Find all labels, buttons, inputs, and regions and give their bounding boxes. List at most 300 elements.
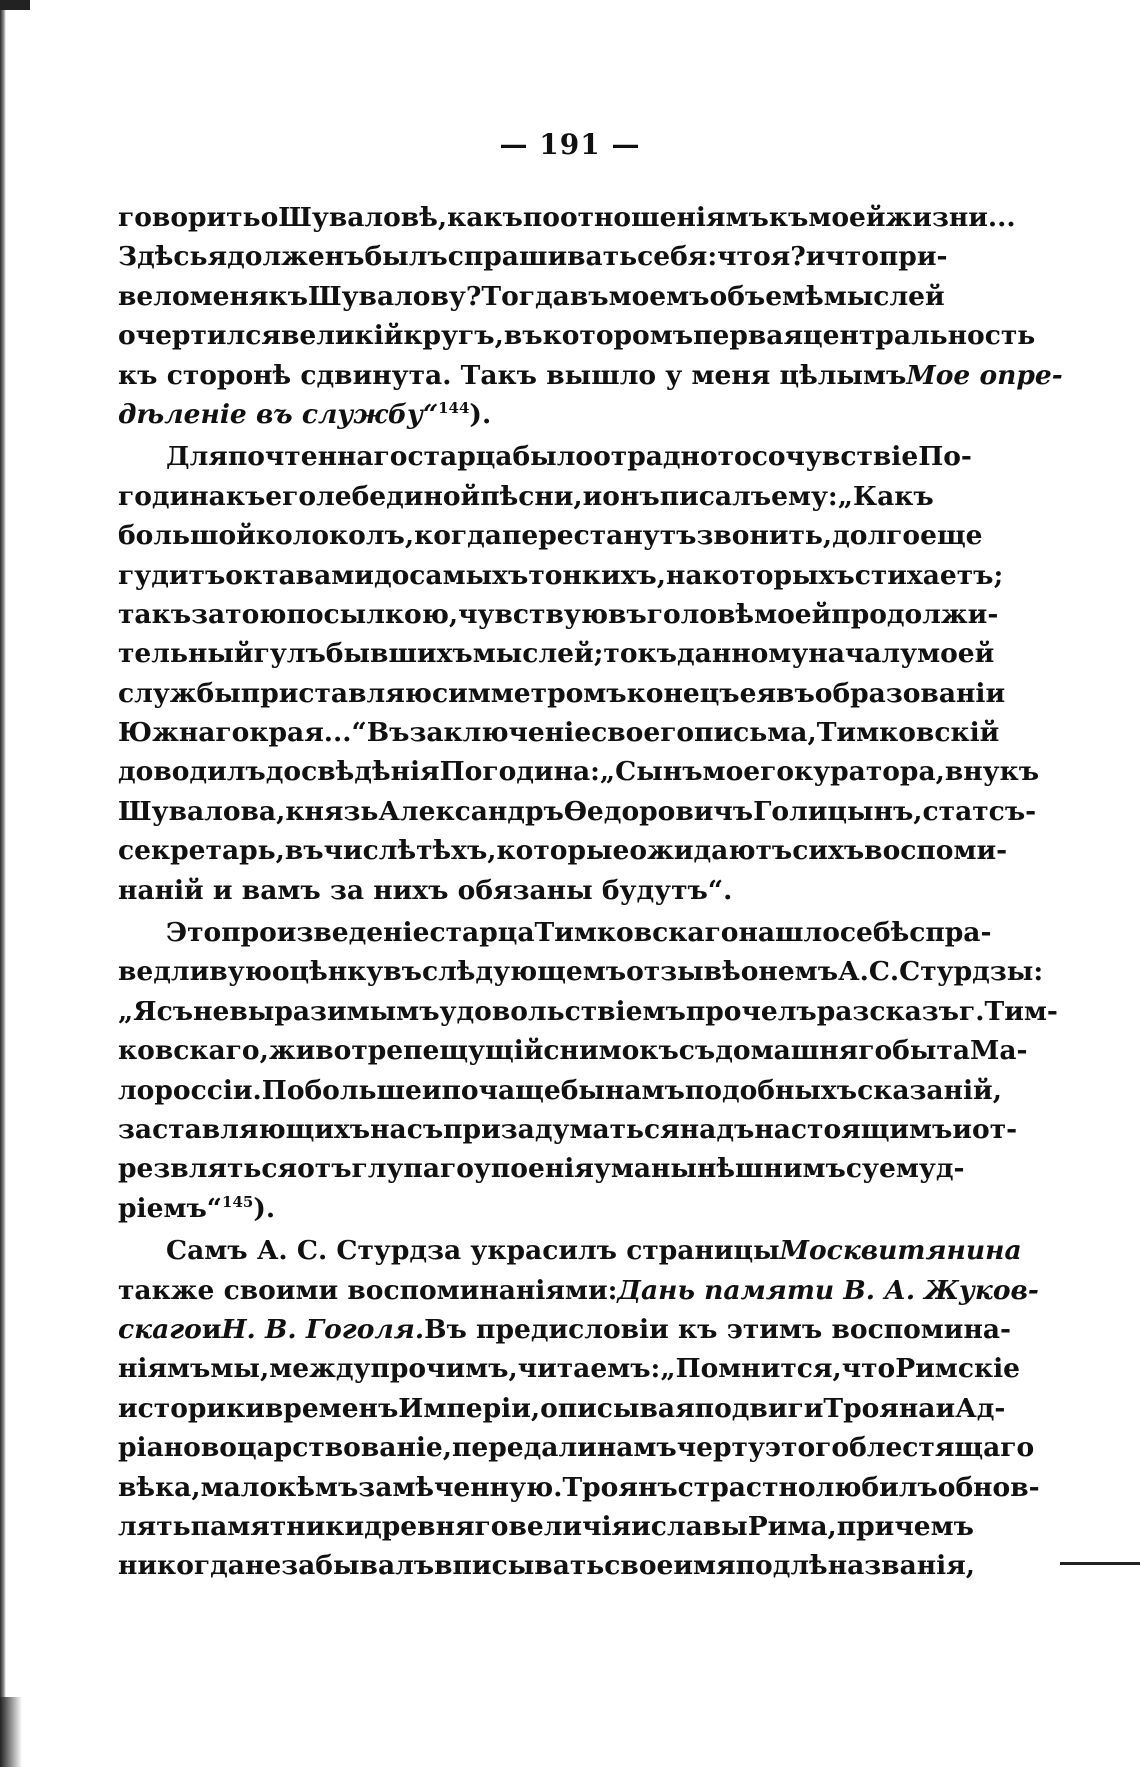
word: о — [740, 956, 759, 988]
word: при — [836, 1510, 895, 1542]
word: великій — [280, 320, 404, 352]
word: секретарь, — [118, 835, 285, 867]
word: статсъ- — [922, 795, 1037, 827]
word: удовольствіемъ — [439, 995, 686, 1027]
word: гудитъ — [118, 559, 226, 591]
word: Трояна — [823, 1392, 936, 1424]
scan-mark-right — [1060, 1562, 1140, 1565]
word: обнов- — [937, 1471, 1040, 1503]
word: лороссіи. — [118, 1074, 262, 1106]
word: заключеніе — [409, 717, 592, 749]
word: конецъ — [626, 677, 740, 709]
word: то — [603, 638, 638, 670]
word: приставляю — [240, 677, 432, 709]
word: и — [582, 480, 603, 512]
word: резвляться — [118, 1153, 298, 1185]
word: числѣ — [323, 835, 417, 867]
italic-phrase: Мое опре- — [906, 359, 1063, 391]
word: моей — [754, 598, 832, 630]
word: къ — [637, 638, 677, 670]
italic-phrase: Дань памяти В. А. Жуков- — [617, 1274, 1039, 1306]
word: отрадно — [593, 441, 718, 473]
word: Стурдзы: — [899, 956, 1044, 988]
word: А. — [838, 956, 869, 988]
word: призадуматься — [443, 1113, 680, 1145]
word: чемъ — [894, 1510, 974, 1542]
italic-phrase: скаго — [118, 1313, 202, 1345]
word: временъ — [264, 1392, 399, 1424]
line-text — [118, 674, 1006, 713]
word: въ — [284, 835, 324, 867]
word: „Я — [118, 995, 157, 1027]
text-line — [118, 913, 992, 952]
text-line — [118, 1349, 1021, 1388]
word: объемѣ — [709, 280, 824, 312]
line-text — [118, 1071, 1002, 1110]
word: бы — [560, 1074, 605, 1106]
word: Шувалову? — [307, 280, 482, 312]
word: при- — [878, 241, 948, 273]
text-line — [118, 437, 972, 476]
word: себѣ — [839, 917, 910, 949]
word: Ад- — [955, 1392, 1006, 1424]
word: Погодина: — [439, 756, 600, 788]
word: и — [421, 1074, 442, 1106]
word: Для — [166, 441, 228, 473]
line-text — [118, 792, 1037, 831]
word: тельный — [118, 638, 254, 670]
text-line — [118, 277, 945, 316]
word: которые — [496, 835, 630, 867]
word: о — [260, 202, 279, 233]
text-line — [118, 477, 932, 516]
word: такъ — [118, 598, 192, 630]
word: службы — [118, 677, 241, 709]
word: невыразимымъ — [193, 995, 440, 1027]
word: головѣ — [646, 598, 755, 630]
word: намъ — [596, 1432, 677, 1464]
text-line — [118, 1031, 1028, 1070]
text-line — [118, 1149, 965, 1188]
word: стихаетъ; — [854, 559, 1004, 591]
word: чувствую — [458, 598, 608, 630]
text-line — [118, 1468, 1040, 1507]
word: Александръ — [378, 795, 564, 827]
word: лебединой — [316, 480, 481, 512]
word: гулъ — [253, 638, 326, 670]
line-text — [118, 831, 1008, 870]
word: мыслей; — [472, 638, 604, 670]
line-text — [118, 1389, 1006, 1428]
word: замѣченную. — [358, 1471, 563, 1503]
word: блестящаго — [849, 1432, 1035, 1464]
line-text: наній и вамъ за нихъ обязаны будутъ“. — [118, 874, 733, 906]
word: бывшихъ — [325, 638, 473, 670]
word: когда — [414, 520, 502, 552]
word: спра- — [909, 917, 992, 949]
closing-punct: ). — [253, 1192, 276, 1224]
word: онъ — [602, 480, 660, 512]
text-line — [118, 1271, 1039, 1310]
word: къ — [768, 202, 809, 233]
word: большой — [118, 520, 256, 552]
word: подвиги — [694, 1392, 824, 1424]
line-text — [166, 913, 992, 952]
word: отношеніямъ — [559, 202, 769, 233]
word: посылкою, — [286, 598, 459, 630]
word: его — [265, 480, 317, 512]
page-number: — 191 — — [499, 128, 641, 161]
word: ковскаго, — [118, 1035, 269, 1067]
line-text — [118, 1468, 1040, 1507]
text-line — [118, 316, 1036, 355]
word: за — [191, 598, 226, 630]
word: письма, — [694, 717, 817, 749]
word: мало — [200, 1471, 278, 1503]
word: немъ — [758, 956, 839, 988]
word: вѣка, — [118, 1471, 201, 1503]
word: колоколъ, — [255, 520, 415, 552]
word: любилъ — [815, 1471, 938, 1503]
italic-phrase: Москвитянина — [779, 1235, 1022, 1267]
word: памятники — [190, 1510, 365, 1542]
word: надъ — [679, 1113, 755, 1145]
word: вписывать — [434, 1550, 605, 1582]
word: животрепещущій — [268, 1035, 544, 1067]
word: страстно — [677, 1471, 816, 1503]
word: кѣмъ — [277, 1471, 359, 1503]
line-text — [118, 952, 1044, 991]
word: величія — [508, 1510, 632, 1542]
word: тѣхъ, — [416, 835, 497, 867]
text-line — [118, 634, 995, 673]
word: доводилъ — [118, 756, 266, 788]
word: С. — [868, 956, 900, 988]
text-line — [118, 1428, 1035, 1467]
line-text — [118, 1507, 974, 1546]
word: Это — [166, 917, 222, 949]
word: читаемъ: — [517, 1353, 661, 1385]
text-line — [118, 1231, 1022, 1270]
word: Побольше — [261, 1074, 422, 1106]
word: я — [207, 241, 228, 273]
word: въ — [608, 598, 647, 630]
word: Въ — [366, 717, 410, 749]
text-line — [118, 198, 1016, 237]
word: внукъ — [944, 756, 1040, 788]
word: Здѣсь — [118, 241, 208, 273]
word: насъ — [370, 1113, 444, 1145]
text-line — [118, 356, 1063, 395]
word: произведеніе — [221, 917, 430, 949]
word: между — [269, 1353, 371, 1385]
line-text — [118, 516, 983, 555]
word: Голицынъ, — [753, 795, 923, 827]
text-line — [118, 992, 1058, 1031]
word: князь — [285, 795, 379, 827]
word: началу — [808, 638, 918, 670]
word: очертился — [118, 320, 281, 352]
text-line — [118, 713, 1000, 752]
word: По- — [918, 441, 972, 473]
word: до — [373, 559, 410, 591]
word: свѣдѣнія — [301, 756, 440, 788]
word: по — [522, 202, 560, 233]
line-text — [118, 713, 1000, 752]
word: съ — [678, 1035, 716, 1067]
word: до — [265, 756, 302, 788]
text-line — [118, 516, 983, 555]
word: от- — [972, 1113, 1018, 1145]
scan-corner-bottom — [0, 1697, 22, 1767]
text-line — [118, 595, 999, 634]
text-line — [118, 1110, 1018, 1149]
word: спрашивать — [447, 241, 638, 273]
word: „Сынъ — [599, 756, 703, 788]
word: г. — [959, 995, 985, 1027]
word: описывая — [540, 1392, 695, 1424]
line-text — [118, 237, 948, 276]
line-text — [118, 1149, 965, 1188]
text-line — [118, 395, 932, 434]
word: перестанутъ — [501, 520, 697, 552]
word: еще — [920, 520, 983, 552]
text-line — [118, 792, 1037, 831]
word: глупаго — [351, 1153, 474, 1185]
word: тонкихъ, — [528, 559, 666, 591]
word: я? — [770, 241, 806, 273]
word: ведливую — [118, 956, 272, 988]
word: Южнаго — [118, 717, 250, 749]
line-text: Въ предисловіи къ этимъ воспомина- — [424, 1313, 1012, 1345]
word: прочимъ, — [370, 1353, 518, 1385]
word: воспоми- — [864, 835, 1008, 867]
word: ея — [739, 677, 777, 709]
word: древняго — [364, 1510, 509, 1542]
word: этого — [764, 1432, 850, 1464]
word: Римскіе — [895, 1353, 1021, 1385]
word: ріаново — [118, 1432, 237, 1464]
text-line — [118, 952, 1044, 991]
word: лять — [118, 1510, 191, 1542]
footnote-ref: 144 — [438, 398, 470, 417]
word: на — [665, 559, 703, 591]
word: упоенія — [473, 1153, 594, 1185]
word: намъ — [604, 1074, 685, 1106]
word: слѣдующемъ — [421, 956, 627, 988]
word: моего — [702, 756, 795, 788]
word: имя — [673, 1550, 736, 1582]
word: образованіи — [814, 677, 1006, 709]
footnote-ref: 145 — [222, 1192, 254, 1211]
line-text: къ сторонѣ сдвинута. Такъ вышло у меня цѣлымъ — [118, 359, 907, 391]
word: Тим- — [984, 995, 1058, 1027]
word: заставляющихъ — [118, 1113, 371, 1145]
word: Шувалова, — [118, 795, 286, 827]
word: въ — [569, 280, 609, 312]
italic-phrase: дѣленіе въ службу“ — [118, 398, 439, 430]
word: не — [244, 1550, 282, 1582]
word: царствованіе, — [236, 1432, 452, 1464]
word: прочелъ — [685, 995, 817, 1027]
text-line — [118, 1310, 1012, 1349]
word: продолжи- — [831, 598, 999, 630]
word: историки — [118, 1392, 265, 1424]
word: моей — [808, 202, 886, 233]
line-text — [118, 992, 1058, 1031]
word: и — [952, 1113, 973, 1145]
word: самыхъ — [409, 559, 529, 591]
word: быта — [892, 1035, 970, 1067]
word: и — [805, 241, 826, 273]
word: настоящимъ — [754, 1113, 953, 1145]
word: отзывѣ — [626, 956, 741, 988]
word: названія, — [827, 1550, 976, 1582]
word: меня — [189, 280, 269, 312]
text-line — [118, 237, 948, 276]
word: края...“ — [249, 717, 367, 749]
word: Тимковскаго — [534, 917, 739, 949]
word: мы, — [210, 1353, 270, 1385]
word: что — [825, 241, 879, 273]
page-body — [118, 198, 1063, 1586]
scan-corner-top — [0, 0, 30, 10]
word: писалъ — [659, 480, 772, 512]
italic-phrase: Н. В. Гоголя. — [221, 1313, 425, 1345]
line-text — [118, 595, 999, 634]
word: пѣсни, — [480, 480, 583, 512]
word: долженъ — [227, 241, 365, 273]
word: что — [717, 241, 771, 273]
word: сочувствіе — [751, 441, 919, 473]
word: октавами — [225, 559, 374, 591]
word: суемуд- — [845, 1153, 965, 1185]
word: сказаній, — [857, 1074, 1002, 1106]
word: то — [717, 441, 752, 473]
word: что — [841, 1353, 896, 1385]
text-line — [118, 1546, 976, 1585]
text-line — [118, 1389, 1006, 1428]
line-text — [166, 437, 972, 476]
word: „Помнится, — [660, 1353, 842, 1385]
text-line — [118, 1189, 932, 1228]
word: съ — [156, 995, 194, 1027]
word: моей — [917, 638, 995, 670]
line-text — [118, 634, 995, 673]
word: и — [631, 1510, 651, 1542]
word: почтеннаго — [227, 441, 408, 473]
word: ніямъ — [118, 1353, 211, 1385]
word: Тогда — [481, 280, 570, 312]
word: моемъ — [608, 280, 710, 312]
word: было — [512, 441, 594, 473]
word: вело — [118, 280, 190, 312]
word: черту — [676, 1432, 765, 1464]
word: къ — [268, 280, 308, 312]
line-text — [118, 752, 1040, 791]
text-line — [118, 1507, 974, 1546]
text-line — [118, 831, 1008, 870]
word: которомъ — [542, 320, 694, 352]
word: „Какъ — [837, 480, 934, 512]
word: отъ — [297, 1153, 352, 1185]
word: центральность — [803, 320, 1036, 352]
line-text: также своими воспоминаніями: — [118, 1274, 618, 1306]
word: свое — [604, 1550, 674, 1582]
word: первая — [693, 320, 804, 352]
word: нашло — [738, 917, 840, 949]
word: Троянъ — [562, 1471, 678, 1503]
line-text — [118, 277, 945, 316]
word: въ — [383, 956, 422, 988]
word: въ — [776, 677, 815, 709]
word: домашняго — [715, 1035, 893, 1067]
word: кругъ, — [403, 320, 504, 352]
word: себя: — [637, 241, 718, 273]
word: куратора, — [794, 756, 945, 788]
word: Ма- — [970, 1035, 1028, 1067]
word: подобныхъ — [684, 1074, 858, 1106]
word: сихъ — [792, 835, 865, 867]
word: мыслей — [823, 280, 945, 312]
word: симметромъ — [431, 677, 627, 709]
line-text — [118, 1428, 1035, 1467]
word: жизни... — [885, 202, 1016, 233]
word: разсказъ — [816, 995, 960, 1027]
word: нынѣшнимъ — [651, 1153, 846, 1185]
word: подлѣ — [735, 1550, 828, 1582]
word: звонить, — [696, 520, 833, 552]
word: долго — [832, 520, 921, 552]
word: снимокъ — [543, 1035, 679, 1067]
line-text: Самъ А. С. Стурдза украсилъ страницы — [166, 1235, 780, 1267]
word: старца — [407, 441, 513, 473]
line-text: и — [201, 1313, 222, 1345]
word: ожидаютъ — [629, 835, 793, 867]
line-text — [118, 556, 1004, 595]
word: ему: — [771, 480, 838, 512]
text-line — [118, 752, 1040, 791]
word: въ — [503, 320, 543, 352]
line-text: ріемъ“ — [118, 1192, 223, 1224]
line-text — [118, 1031, 1028, 1070]
word: ума — [593, 1153, 652, 1185]
word: почаще — [441, 1074, 561, 1106]
word: славы — [650, 1510, 748, 1542]
word: година — [118, 480, 226, 512]
word: какъ — [447, 202, 523, 233]
line-text — [118, 198, 1016, 237]
line-text — [118, 1546, 976, 1585]
word: къ — [225, 480, 266, 512]
word: Ѳедоровичъ — [563, 795, 754, 827]
line-text — [118, 1349, 1021, 1388]
text-line — [118, 1071, 1002, 1110]
text-line — [118, 674, 1006, 713]
word: Тимковскій — [816, 717, 1000, 749]
text-line — [118, 871, 932, 910]
line-text — [118, 316, 1036, 355]
word: говорить — [118, 202, 261, 233]
word: тою — [225, 598, 287, 630]
word: былъ — [364, 241, 448, 273]
word: которыхъ — [702, 559, 855, 591]
word: Рима, — [747, 1510, 837, 1542]
line-text — [118, 1110, 1018, 1149]
word: своего — [591, 717, 695, 749]
word: оцѣнку — [271, 956, 384, 988]
word: Шуваловѣ, — [278, 202, 448, 233]
